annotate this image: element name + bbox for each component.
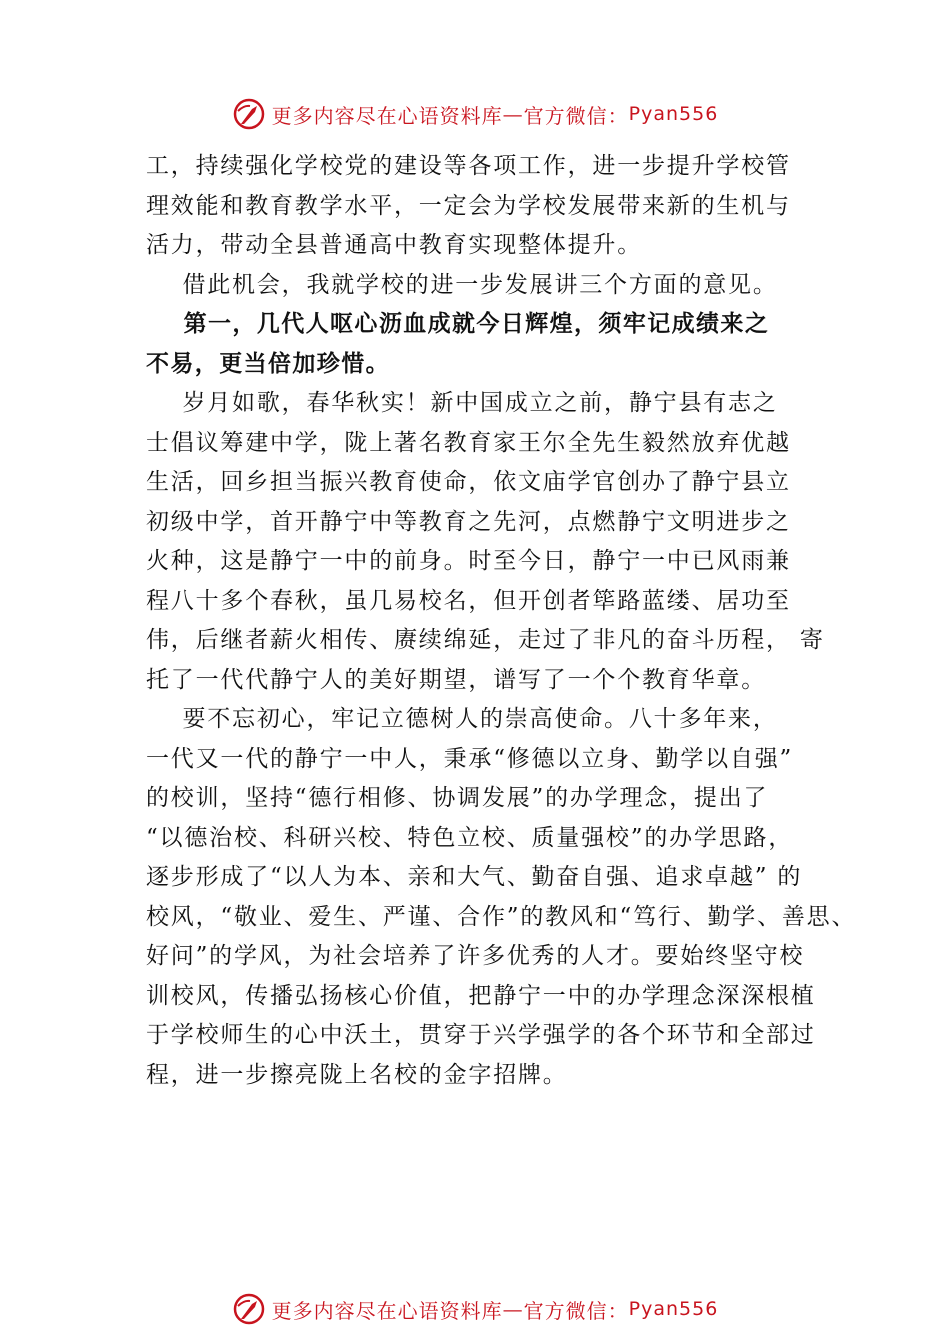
document-body xyxy=(146,147,857,1095)
watermark-main-text: 更多内容尽在心语资料库 xyxy=(271,1298,503,1323)
text-line: 伟，后继者薪火相传、赓续绵延，走过了非凡的奋斗历程， 寄 xyxy=(146,627,825,653)
watermark-wechat-id: Pyan556 xyxy=(628,1298,719,1320)
text-line: 岁月如歌，春华秋实！新中国成立之前，静宁县有志之 xyxy=(146,390,778,416)
text-line: 于学校师生的心中沃土，贯穿于兴学强学的各个环节和全部过 xyxy=(146,1022,816,1048)
text-line: 程八十多个春秋，虽几易校名，但开创者筚路蓝缕、居功至 xyxy=(146,587,791,614)
text-line: 托了一代代静宁人的美好期望，谱写了一个个教育华章。 xyxy=(146,666,766,693)
text-line: 程，进一步擦亮陇上名校的金字招牌。 xyxy=(146,1061,568,1088)
watermark-separator: — xyxy=(502,102,524,126)
text-line: 工，持续强化学校党的建设等各项工作，进一步提升学校管 xyxy=(146,153,791,179)
text-line: 逐步形成了“以人为本、亲和大气、勤奋自强、追求卓越” 的 xyxy=(146,864,803,890)
text-line: 的校训，坚持“德行相修、协调发展”的办学理念，提出了 xyxy=(146,785,769,811)
pen-nib-logo-icon xyxy=(232,97,266,131)
text-line: 借此机会，我就学校的进一步发展讲三个方面的意见。 xyxy=(146,271,778,298)
watermark-separator: — xyxy=(502,1297,524,1321)
footer-watermark xyxy=(0,1289,950,1329)
text-line: 理效能和教育教学水平，一定会为学校发展带来新的生机与 xyxy=(146,192,791,219)
text-line: 士倡议筹建中学，陇上著名教育家王尔全先生毅然放弃优越 xyxy=(146,429,791,456)
header-watermark xyxy=(0,94,950,134)
text-line: 初级中学，首开静宁中等教育之先河，点燃静宁文明进步之 xyxy=(146,508,791,535)
watermark-label: 官方微信： xyxy=(523,103,629,128)
watermark-wechat-id: Pyan556 xyxy=(628,103,719,125)
text-line: 一代又一代的静宁一中人，秉承“修德以立身、勤学以自强” xyxy=(146,745,794,772)
text-line: 火种，这是静宁一中的前身。时至今日，静宁一中已风雨兼 xyxy=(146,548,791,574)
section-heading-line: 不易，更当倍加珍惜。 xyxy=(146,350,390,377)
watermark-label: 官方微信： xyxy=(523,1298,629,1323)
text-line: 训校风，传播弘扬核心价值，把静宁一中的办学理念深深根植 xyxy=(146,982,816,1009)
pen-nib-logo-icon xyxy=(232,1292,266,1326)
section-heading-line: 第一，几代人呕心沥血成就今日辉煌，须牢记成绩来之 xyxy=(146,311,770,337)
text-line: 生活，回乡担当振兴教育使命，依文庙学官创办了静宁县立 xyxy=(146,469,791,495)
text-line: 校风，“敬业、爱生、严谨、合作”的教风和“笃行、勤学、善思、 xyxy=(146,903,857,930)
text-line: 活力，带动全县普通高中教育实现整体提升。 xyxy=(146,232,642,258)
text-line: 要不忘初心，牢记立德树人的崇高使命。八十多年来， xyxy=(146,706,778,732)
text-line: 好问”的学风，为社会培养了许多优秀的人才。要始终坚守校 xyxy=(146,943,805,969)
watermark-main-text: 更多内容尽在心语资料库 xyxy=(271,103,503,128)
text-line: “以德治校、科研兴校、特色立校、质量强校”的办学思路， xyxy=(146,824,794,851)
